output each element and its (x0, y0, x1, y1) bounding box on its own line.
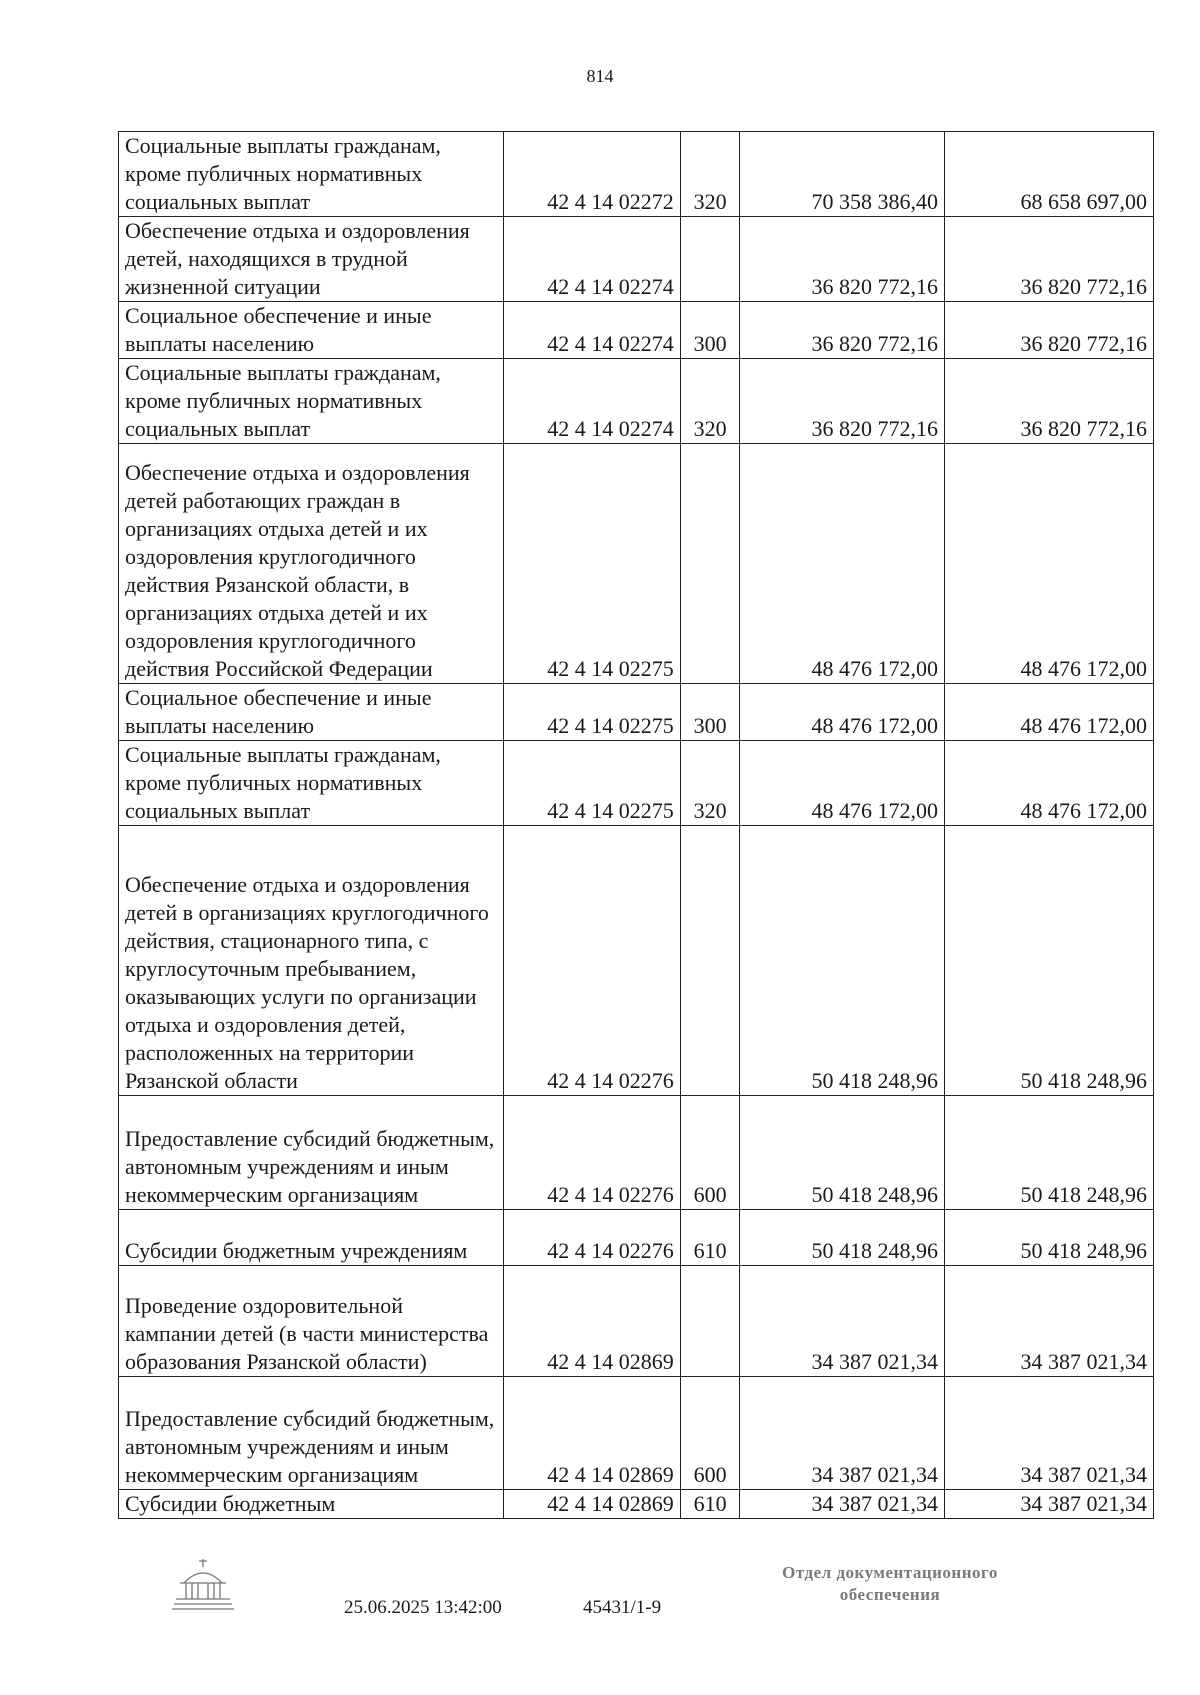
department-stamp-line1: Отдел документационного (782, 1563, 998, 1582)
row-sum-1: 50 418 248,96 (740, 1210, 945, 1266)
row-sum-1: 34 387 021,34 (740, 1377, 945, 1490)
row-sum-2: 34 387 021,34 (944, 1490, 1153, 1519)
row-sum-1: 34 387 021,34 (740, 1490, 945, 1519)
row-vr: 320 (680, 132, 740, 217)
row-vr: 600 (680, 1096, 740, 1210)
row-code: 42 4 14 02869 (503, 1266, 680, 1377)
duma-emblem-icon (172, 1557, 234, 1611)
table-row (119, 1377, 1154, 1490)
table-row (119, 359, 1154, 444)
row-name: Социальное обеспечение и иные выплаты населению (119, 302, 504, 359)
table-row (119, 132, 1154, 217)
row-code: 42 4 14 02276 (503, 826, 680, 1096)
footer-reg-number: 45431/1-9 (583, 1597, 662, 1618)
row-sum-1: 48 476 172,00 (740, 444, 945, 684)
row-name: Обеспечение отдыха и оздоровления детей работающих граждан в организациях отдыха детей и их оздоровления круглогодичного действия Рязанской области, в организациях отдыха детей и их оздоровления круглогодичного действия Российской Федерации (119, 444, 504, 684)
row-vr (680, 826, 740, 1096)
row-sum-2: 48 476 172,00 (944, 684, 1153, 741)
row-name: Социальные выплаты гражданам, кроме публичных нормативных социальных выплат (119, 132, 504, 217)
row-code: 42 4 14 02276 (503, 1096, 680, 1210)
row-code: 42 4 14 02869 (503, 1490, 680, 1519)
row-vr (680, 444, 740, 684)
row-sum-1: 36 820 772,16 (740, 217, 945, 302)
row-code: 42 4 14 02274 (503, 217, 680, 302)
row-code: 42 4 14 02272 (503, 132, 680, 217)
row-code: 42 4 14 02274 (503, 359, 680, 444)
row-code: 42 4 14 02275 (503, 684, 680, 741)
row-name: Обеспечение отдыха и оздоровления детей, находящихся в трудной жизненной ситуации (119, 217, 504, 302)
row-name: Субсидии бюджетным (119, 1490, 504, 1519)
row-sum-1: 34 387 021,34 (740, 1266, 945, 1377)
row-vr: 610 (680, 1210, 740, 1266)
row-sum-2: 34 387 021,34 (944, 1266, 1153, 1377)
row-vr: 610 (680, 1490, 740, 1519)
row-vr (680, 1266, 740, 1377)
row-name: Предоставление субсидий бюджетным, автономным учреждениям и иным некоммерческим организациям (119, 1377, 504, 1490)
department-stamp-line2: обеспечения (839, 1585, 941, 1604)
row-sum-2: 36 820 772,16 (944, 217, 1153, 302)
department-stamp (700, 1562, 1080, 1606)
row-vr: 300 (680, 684, 740, 741)
row-vr: 600 (680, 1377, 740, 1490)
row-sum-1: 50 418 248,96 (740, 1096, 945, 1210)
row-sum-2: 34 387 021,34 (944, 1377, 1153, 1490)
table-row (119, 1096, 1154, 1210)
row-code: 42 4 14 02869 (503, 1377, 680, 1490)
row-name: Социальное обеспечение и иные выплаты населению (119, 684, 504, 741)
row-sum-2: 50 418 248,96 (944, 1210, 1153, 1266)
row-name: Предоставление субсидий бюджетным, автономным учреждениям и иным некоммерческим организациям (119, 1096, 504, 1210)
row-sum-2: 48 476 172,00 (944, 741, 1153, 826)
row-name: Обеспечение отдыха и оздоровления детей в организациях круглогодичного действия, стационарного типа, с круглосуточным пребыванием, оказывающих услуги по организации отдыха и оздоровления детей, расположенных на территории Рязанской области (119, 826, 504, 1096)
row-sum-1: 48 476 172,00 (740, 684, 945, 741)
table-row (119, 217, 1154, 302)
table-row (119, 444, 1154, 684)
row-code: 42 4 14 02276 (503, 1210, 680, 1266)
table-row (119, 1210, 1154, 1266)
row-sum-2: 50 418 248,96 (944, 1096, 1153, 1210)
page-number: 814 (586, 66, 614, 86)
row-vr: 300 (680, 302, 740, 359)
table-row (119, 684, 1154, 741)
row-name: Социальные выплаты гражданам, кроме публичных нормативных социальных выплат (119, 741, 504, 826)
row-code: 42 4 14 02275 (503, 444, 680, 684)
row-sum-2: 50 418 248,96 (944, 826, 1153, 1096)
table-row (119, 741, 1154, 826)
row-name: Субсидии бюджетным учреждениям (119, 1210, 504, 1266)
row-sum-2: 68 658 697,00 (944, 132, 1153, 217)
row-name: Социальные выплаты гражданам, кроме публичных нормативных социальных выплат (119, 359, 504, 444)
footer-date: 25.06.2025 13:42:00 (344, 1597, 502, 1618)
row-code: 42 4 14 02275 (503, 741, 680, 826)
row-vr: 320 (680, 359, 740, 444)
table-row (119, 1490, 1154, 1519)
row-vr: 320 (680, 741, 740, 826)
row-sum-2: 36 820 772,16 (944, 302, 1153, 359)
row-sum-2: 48 476 172,00 (944, 444, 1153, 684)
row-code: 42 4 14 02274 (503, 302, 680, 359)
row-name: Проведение оздоровительной кампании детей (в части министерства образования Рязанской области) (119, 1266, 504, 1377)
table-row (119, 302, 1154, 359)
table-row (119, 1266, 1154, 1377)
row-sum-1: 48 476 172,00 (740, 741, 945, 826)
row-vr (680, 217, 740, 302)
row-sum-1: 70 358 386,40 (740, 132, 945, 217)
table-row (119, 826, 1154, 1096)
row-sum-2: 36 820 772,16 (944, 359, 1153, 444)
budget-table (118, 131, 1154, 1519)
row-sum-1: 36 820 772,16 (740, 359, 945, 444)
row-sum-1: 36 820 772,16 (740, 302, 945, 359)
row-sum-1: 50 418 248,96 (740, 826, 945, 1096)
